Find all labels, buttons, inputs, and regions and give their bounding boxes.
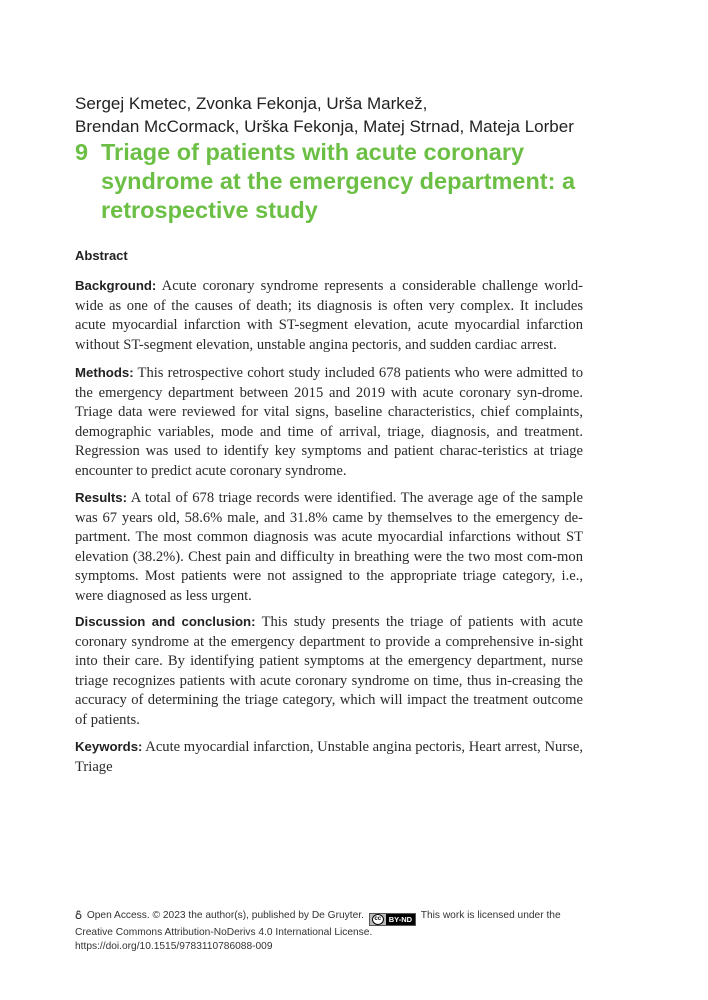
- chapter-title-text: Triage of patients with acute coronary syndrome at the emergency department: a retrospective study: [101, 139, 576, 223]
- background-label: Background:: [75, 278, 157, 293]
- background-text: Acute coronary syndrome represents a considerable challenge world-wide as one of the causes of death; its diagnosis is often very complex. It includes acute myocardial infarction with ST-segment elevation, acute myocardial infarction without ST-segment elevation, unstable angina pectoris, and sudden cardiac arrest.: [75, 278, 583, 353]
- abstract-discussion: [75, 612, 583, 730]
- authors-line-2: Brendan McCormack, Urška Fekonja, Matej Strnad, Mateja Lorber: [75, 117, 574, 136]
- chapter-number: 9: [75, 139, 89, 165]
- abstract-results: [75, 488, 583, 606]
- results-label: Results:: [75, 490, 128, 505]
- by-nd-label: BY-ND: [386, 914, 415, 925]
- keywords-label: Keywords:: [75, 739, 143, 754]
- license-footer: [75, 909, 595, 953]
- license-text: This work is licensed under the Creative Commons Attribution-NoDerivs 4.0 International License.: [75, 910, 561, 938]
- open-access-text: Open Access. © 2023 the author(s), published by De Gruyter.: [86, 910, 364, 921]
- methods-text: This retrospective cohort study included 678 patients who were admitted to the emergency department between 2015 and 2019 with acute coronary syn-drome. Triage data were reviewed for vital signs, baseline characteristics, chief complaints, demographic variables, mode and time of arrival, triage, diagnosis, and treatment. Regression was used to identify key symptoms and patient charac-teristics at triage encounter to predict acute coronary syndrome.: [75, 365, 583, 479]
- abstract-heading: Abstract: [75, 248, 128, 263]
- discussion-label: Discussion and conclusion:: [75, 614, 256, 629]
- cc-by-nd-badge[interactable]: [369, 913, 416, 926]
- doi-link[interactable]: https://doi.org/10.1515/9783110786088-009: [75, 940, 273, 952]
- authors-line-1: Sergej Kmetec, Zvonka Fekonja, Urša Markež,: [75, 94, 428, 113]
- methods-label: Methods:: [75, 365, 134, 380]
- abstract-methods: [75, 363, 583, 481]
- abstract-keywords: [75, 737, 583, 777]
- authors: [75, 92, 615, 138]
- discussion-text: This study presents the triage of patients with acute coronary syndrome at the emergency department to provide a comprehensive in-sight into their care. By identifying patient symptoms at the emergency department, nurse triage recognizes patients with acute coronary syndrome on time, thus in-creasing the accuracy of determining the triage category, which will impact the treatment outcome of patients.: [75, 614, 583, 728]
- results-text: A total of 678 triage records were identified. The average age of the sample was 67 years old, 58.6% male, and 31.8% came by themselves to the emergency de-partment. The most common diagnosis was acute myocardial infarctions without ST elevation (38.2%). Chest pain and difficulty in breathing were the two most com-mon symptoms. Most patients were not assigned to the appropriate triage category, i.e., were diagnosed as less urgent.: [75, 490, 584, 604]
- abstract-background: [75, 276, 583, 355]
- cc-icon: cc: [372, 914, 384, 925]
- keywords-text: Acute myocardial infarction, Unstable angina pectoris, Heart arrest, Nurse, Triage: [75, 739, 583, 775]
- chapter-title: [75, 138, 615, 225]
- open-access-lock-icon: [75, 910, 82, 919]
